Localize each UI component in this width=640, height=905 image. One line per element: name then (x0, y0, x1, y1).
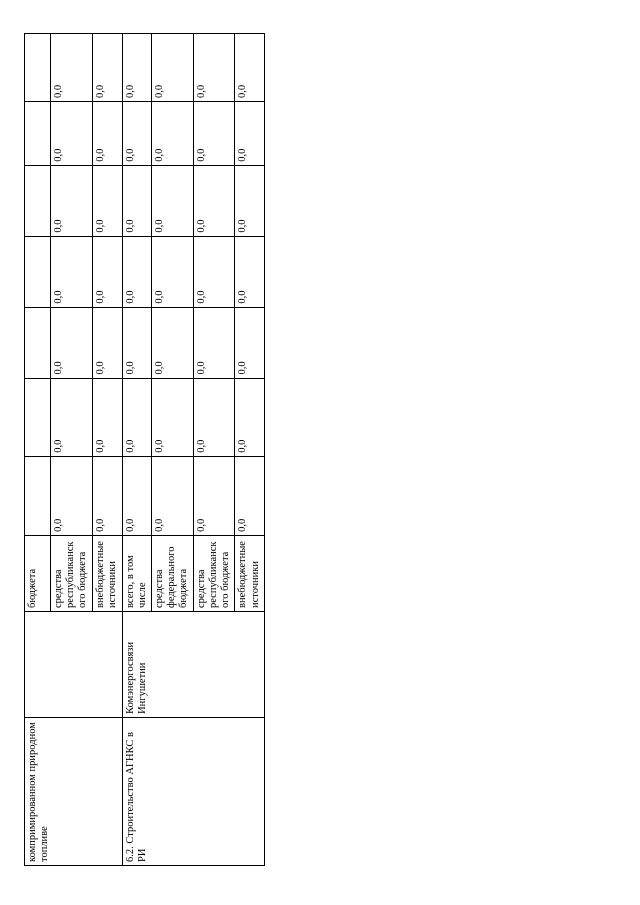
value-cell: 0,0 (235, 165, 265, 236)
value-cell: 0,0 (235, 307, 265, 378)
value-cell: 0,0 (93, 236, 123, 307)
value-cell: 0,0 (152, 307, 194, 378)
value-cell: 0,0 (122, 456, 152, 535)
value-cell: 0,0 (93, 34, 123, 102)
funding-source-cell: бюджета (25, 535, 51, 611)
table-row (122, 34, 152, 866)
value-cell: 0,0 (51, 34, 93, 102)
funding-source-cell: внебюджетные источники (235, 535, 265, 611)
value-cell: 0,0 (193, 101, 235, 165)
value-cell: 0,0 (193, 236, 235, 307)
funding-source-cell: средства федерального бюджета (152, 535, 194, 611)
value-cell: 0,0 (193, 378, 235, 456)
value-cell (25, 236, 51, 307)
value-cell: 0,0 (235, 378, 265, 456)
value-cell: 0,0 (51, 378, 93, 456)
table-row (25, 34, 51, 866)
value-cell: 0,0 (152, 456, 194, 535)
rotated-table-container (24, 33, 265, 866)
value-cell: 0,0 (193, 307, 235, 378)
value-cell: 0,0 (122, 34, 152, 102)
value-cell: 0,0 (235, 101, 265, 165)
value-cell: 0,0 (122, 101, 152, 165)
value-cell: 0,0 (93, 456, 123, 535)
value-cell: 0,0 (193, 456, 235, 535)
value-cell: 0,0 (235, 456, 265, 535)
value-cell (25, 101, 51, 165)
value-cell: 0,0 (193, 34, 235, 102)
value-cell (25, 165, 51, 236)
measure-name-cell: компримированном природном топливе (25, 717, 123, 865)
value-cell: 0,0 (51, 236, 93, 307)
funding-source-cell: всего, в том числе (122, 535, 152, 611)
value-cell: 0,0 (152, 101, 194, 165)
value-cell (25, 456, 51, 535)
value-cell: 0,0 (235, 34, 265, 102)
value-cell: 0,0 (122, 165, 152, 236)
value-cell: 0,0 (152, 34, 194, 102)
value-cell: 0,0 (51, 101, 93, 165)
measure-name-cell: 6.2. Строительство АГНКС в РИ (122, 717, 264, 865)
value-cell (25, 307, 51, 378)
value-cell: 0,0 (235, 236, 265, 307)
funding-source-cell: внебюджетные источники (93, 535, 123, 611)
value-cell: 0,0 (93, 307, 123, 378)
value-cell: 0,0 (93, 101, 123, 165)
value-cell: 0,0 (51, 165, 93, 236)
executor-cell (25, 611, 123, 717)
value-cell: 0,0 (193, 165, 235, 236)
program-funding-table (24, 33, 265, 866)
value-cell: 0,0 (152, 378, 194, 456)
value-cell: 0,0 (93, 378, 123, 456)
value-cell: 0,0 (152, 165, 194, 236)
value-cell: 0,0 (122, 378, 152, 456)
value-cell: 0,0 (93, 165, 123, 236)
value-cell: 0,0 (51, 307, 93, 378)
value-cell: 0,0 (122, 236, 152, 307)
value-cell: 0,0 (51, 456, 93, 535)
value-cell: 0,0 (152, 236, 194, 307)
funding-source-cell: средства республиканского бюджета (51, 535, 93, 611)
funding-source-cell: средства республиканского бюджета (193, 535, 235, 611)
value-cell (25, 378, 51, 456)
value-cell: 0,0 (122, 307, 152, 378)
value-cell (25, 34, 51, 102)
executor-cell: Комэнергосвязи Ингушетии (122, 611, 264, 717)
